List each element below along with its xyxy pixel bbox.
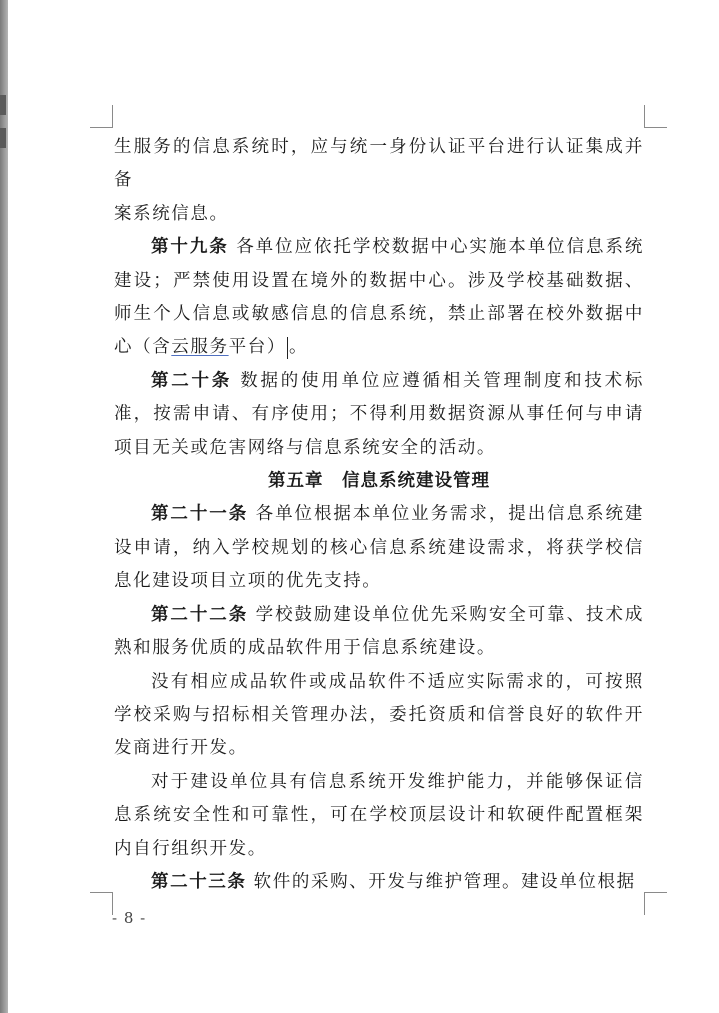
article-20-title: 第二十条 [151, 370, 232, 391]
article-22-title: 第二十二条 [151, 604, 249, 625]
page-number: - 8 - [112, 909, 147, 927]
document-body[interactable] [114, 131, 644, 899]
ruler-marker [0, 128, 6, 148]
crop-mark-bottom-left [90, 892, 113, 915]
article-23: 第二十三条 软件的采购、开发与维护管理。建设单位根据 [151, 871, 636, 892]
article-21: 第二十一条 各单位根据本单位业务需求，提出信息系统建设申请，纳入学校规划的核心信息系统建设需求，将获学校信息化建设项目立项的优先支持。 [114, 504, 644, 592]
paragraph-continuation: 生服务的信息系统时，应与统一身份认证平台进行认证集成并备 案系统信息。 [114, 137, 644, 224]
document-page[interactable] [8, 0, 719, 1013]
ruler-marker [0, 95, 6, 115]
article-19: 第十九条 各单位应依托学校数据中心实施本单位信息系统建设；严禁使用设置在境外的数据中心。涉及学校基础数据、师生个人信息或敏感信息的信息系统，禁止部署在校外数据中心（含云服务平台） 。 [114, 237, 644, 358]
crop-mark-top-right [644, 105, 667, 128]
text-cursor [287, 337, 288, 359]
article-22: 第二十二条 学校鼓励建设单位优先采购安全可靠、技术成熟和服务优质的成品软件用于信息系统建设。 [114, 604, 644, 659]
article-21-title: 第二十一条 [151, 504, 249, 525]
paragraph-procurement: 没有相应成品软件或成品软件不适应实际需求的，可按照学校采购与招标相关管理办法，委托资质和信誉良好的软件开发商进行开发。 [114, 671, 644, 759]
article-20: 第二十条 数据的使用单位应遵循相关管理制度和技术标准，按需申请、有序使用；不得利用数据资源从事任何与申请项目无关或危害网络与信息系统安全的活动。 [114, 370, 645, 458]
underlined-term: 云服务 [171, 337, 229, 358]
chapter-heading: 第五章 信息系统建设管理 [268, 471, 490, 492]
article-23-title: 第二十三条 [151, 871, 247, 892]
crop-mark-bottom-right [644, 892, 667, 915]
article-19-title: 第十九条 [151, 237, 229, 258]
window-edge [0, 0, 8, 1013]
paragraph-self-development: 对于建设单位具有信息系统开发维护能力，并能够保证信息系统安全性和可靠性，可在学校顶层设计和软硬件配置框架内自行组织开发。 [114, 771, 644, 859]
crop-mark-top-left [90, 105, 113, 128]
